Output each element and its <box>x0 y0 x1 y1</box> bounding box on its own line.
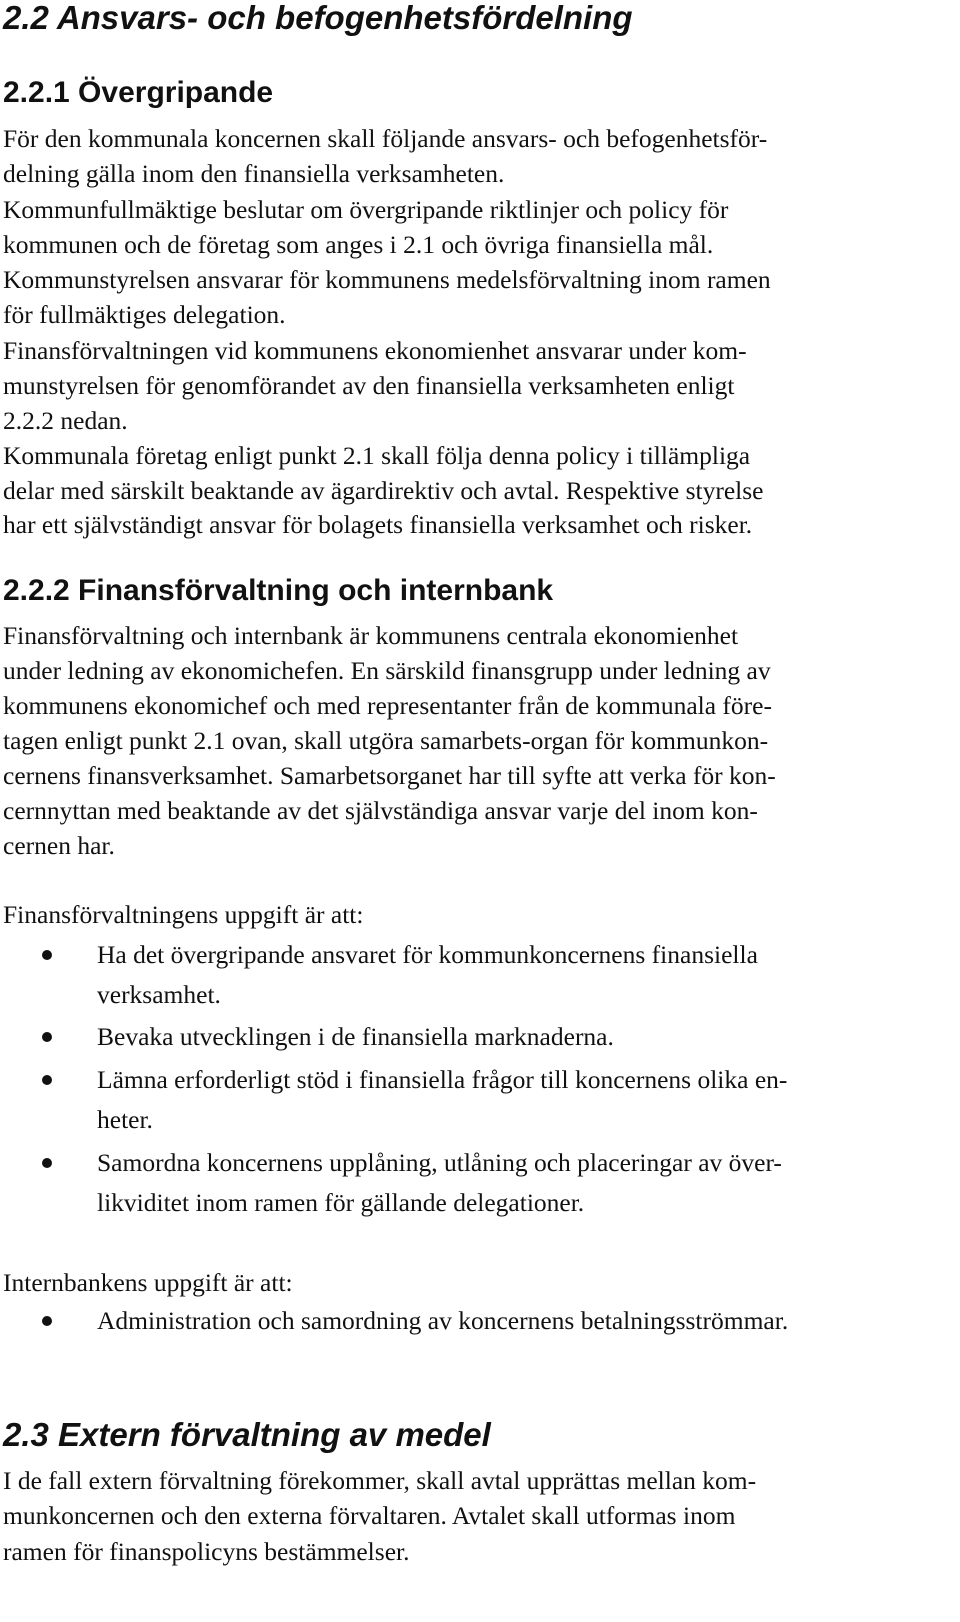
text-line: Finansförvaltningen vid kommunens ekonomienhet ansvarar under kom- <box>3 336 747 365</box>
list-item-text: Ha det övergripande ansvaret för kommunkoncernens finansiella <box>97 940 758 969</box>
section-heading-2-3: 2.3 Extern förvaltning av medel <box>3 1416 491 1453</box>
bullet-icon <box>42 1316 52 1326</box>
text-line: kommunens ekonomichef och med representanter från de kommunala före- <box>3 691 772 720</box>
list-item-text: Lämna erforderligt stöd i finansiella frågor till koncernens olika en- <box>97 1065 788 1094</box>
subsection-heading-2-2-2: 2.2.2 Finansförvaltning och internbank <box>3 574 554 607</box>
bullet-icon <box>42 1075 52 1085</box>
text-line: tagen enligt punkt 2.1 ovan, skall utgöra samarbets-organ för kommunkon- <box>3 726 769 755</box>
text-line: Kommunfullmäktige beslutar om övergripande riktlinjer och policy för <box>3 195 729 224</box>
text-line: delning gälla inom den finansiella verksamheten. <box>3 159 505 188</box>
text-line: munkoncernen och den externa förvaltaren. Avtalet skall utformas inom <box>3 1501 736 1530</box>
text-line: för fullmäktiges delegation. <box>3 300 286 329</box>
text-line: kommunen och de företag som anges i 2.1 och övriga finansiella mål. <box>3 230 714 259</box>
bullet-icon <box>42 950 52 960</box>
text-line: delar med särskilt beaktande av ägardirektiv och avtal. Respektive styrelse <box>3 476 764 505</box>
bullet-icon <box>42 1158 52 1168</box>
text-line: Finansförvaltning och internbank är kommunens centrala ekonomienhet <box>3 621 739 650</box>
section-heading-2-2: 2.2 Ansvars- och befogenhetsfördelning <box>3 0 633 36</box>
list-item-text: Administration och samordning av koncernens betalningsströmmar. <box>97 1306 789 1335</box>
internal-bank-tasks-intro: Internbankens uppgift är att: <box>3 1268 293 1297</box>
list-item-text: verksamhet. <box>97 980 221 1009</box>
text-line: cernen har. <box>3 831 115 860</box>
text-line: För den kommunala koncernen skall följande ansvars- och befogenhetsför- <box>3 124 768 153</box>
list-item-text: Bevaka utvecklingen i de finansiella marknaderna. <box>97 1022 614 1051</box>
subsection-heading-2-2-1: 2.2.1 Övergripande <box>3 76 274 109</box>
text-line: Kommunstyrelsen ansvarar för kommunens medelsförvaltning inom ramen <box>3 265 771 294</box>
text-line: ramen för finanspolicyns bestämmelser. <box>3 1537 410 1566</box>
list-item-text: likviditet inom ramen för gällande delegationer. <box>97 1188 585 1217</box>
text-line: under ledning av ekonomichefen. En särskild finansgrupp under ledning av <box>3 656 771 685</box>
list-item-text: heter. <box>97 1105 153 1134</box>
text-line: cernens finansverksamhet. Samarbetsorganet har till syfte att verka för kon- <box>3 761 776 790</box>
text-line: Kommunala företag enligt punkt 2.1 skall följa denna policy i tillämpliga <box>3 441 751 470</box>
finance-tasks-intro: Finansförvaltningens uppgift är att: <box>3 900 364 929</box>
list-item-text: Samordna koncernens upplåning, utlåning och placeringar av över- <box>97 1148 782 1177</box>
text-line: har ett självständigt ansvar för bolagets finansiella verksamhet och risker. <box>3 510 753 539</box>
bullet-icon <box>42 1032 52 1042</box>
text-line: 2.2.2 nedan. <box>3 406 128 435</box>
text-line: munstyrelsen för genomförandet av den finansiella verksamheten enligt <box>3 371 735 400</box>
text-line: cernnyttan med beaktande av det självständiga ansvar varje del inom kon- <box>3 796 758 825</box>
text-line: I de fall extern förvaltning förekommer, skall avtal upprättas mellan kom- <box>3 1466 757 1495</box>
